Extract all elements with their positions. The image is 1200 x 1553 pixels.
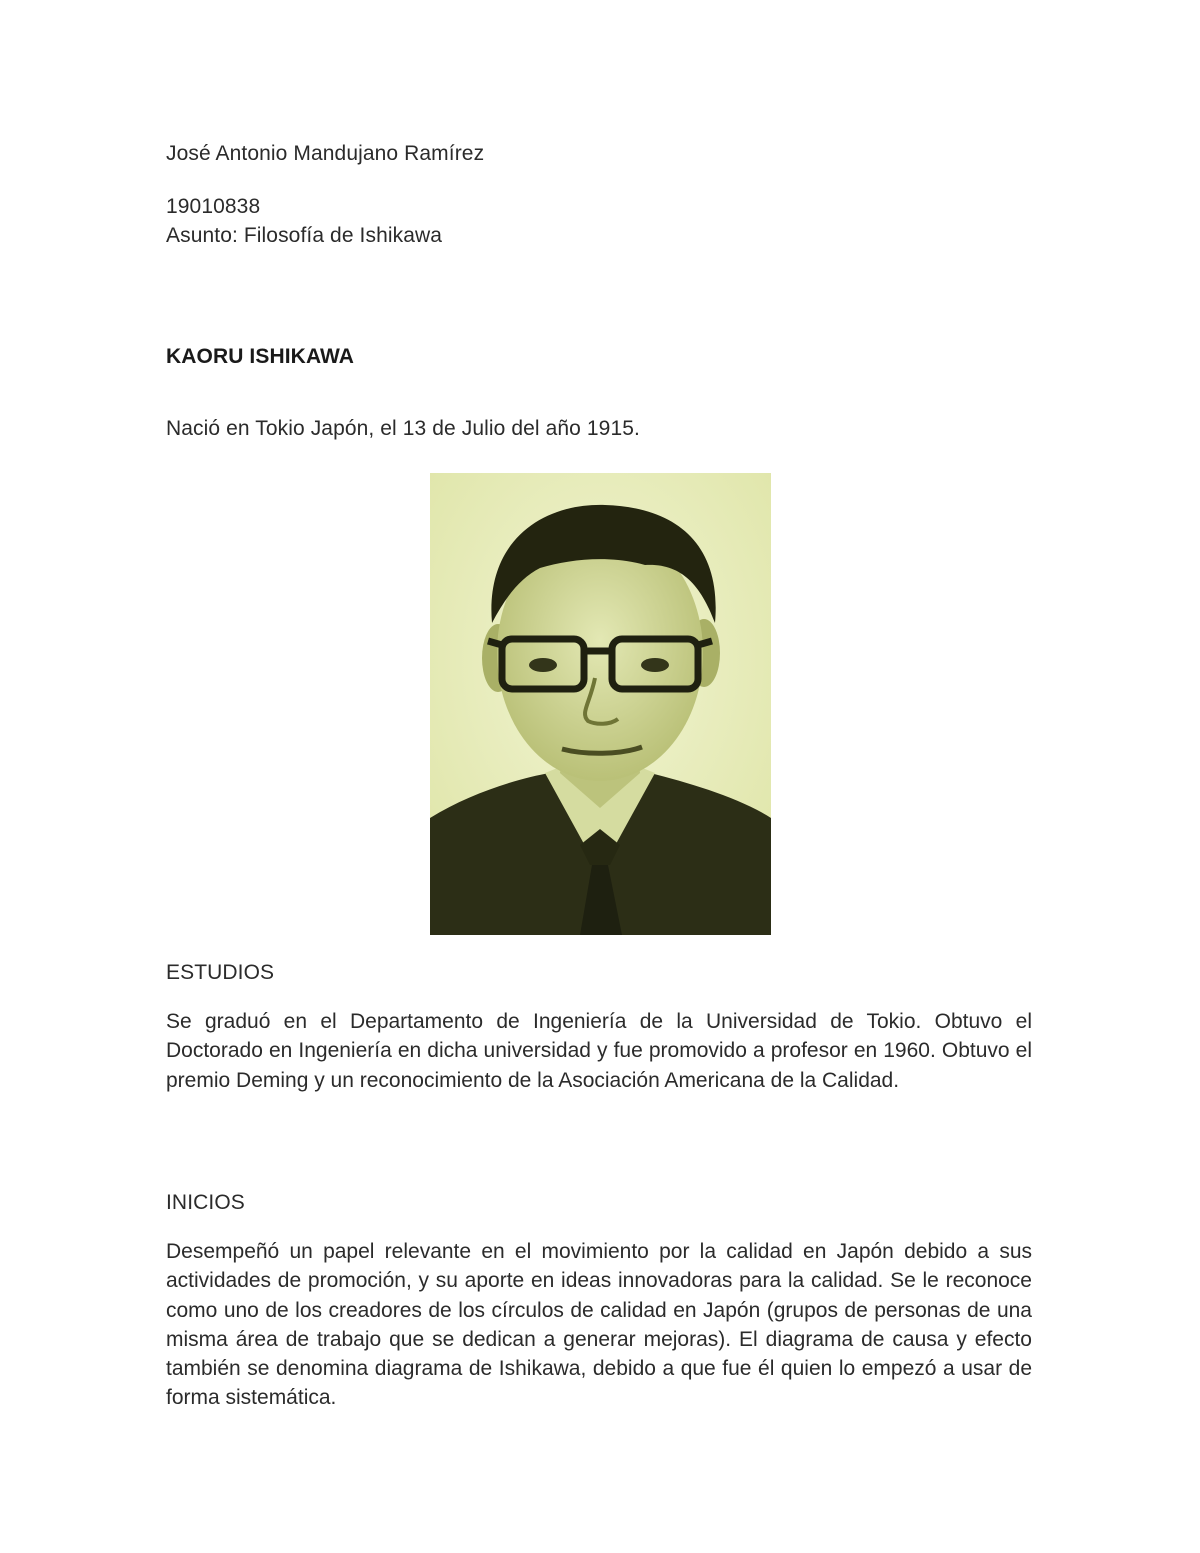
student-id: 19010838 [166,195,261,218]
section-heading-inicios: INICIOS [166,1191,245,1214]
author-name: José Antonio Mandujano Ramírez [166,142,485,165]
portrait-icon [430,473,771,935]
birth-statement: Nació en Tokio Japón, el 13 de Julio del año 1915. [166,417,640,440]
subject-line: Asunto: Filosofía de Ishikawa [166,224,443,247]
section-heading-estudios: ESTUDIOS [166,961,275,984]
section-body-estudios: Se graduó en el Departamento de Ingeniería de la Universidad de Tokio. Obtuvo el Doctorado en Ingeniería en dicha universidad y fue promovido a profesor en 1960. Obtuvo el premio Deming y un reconocimiento de la Asociación Americana de la Calidad. [166,1010,1032,1092]
portrait-photo [430,473,771,935]
document-title: KAORU ISHIKAWA [166,345,355,368]
section-body-inicios: Desempeñó un papel relevante en el movimiento por la calidad en Japón debido a sus actividades de promoción, y su aporte en ideas innovadoras para la calidad. Se le reconoce como uno de los creadores de los círculos de calidad en Japón (grupos de personas de una misma área de trabajo que se dedican a generar mejoras). El diagrama de causa y efecto también se denomina diagrama de Ishikawa, debido a que fue él quien lo empezó a usar de forma sistemática. [166,1240,1032,1410]
